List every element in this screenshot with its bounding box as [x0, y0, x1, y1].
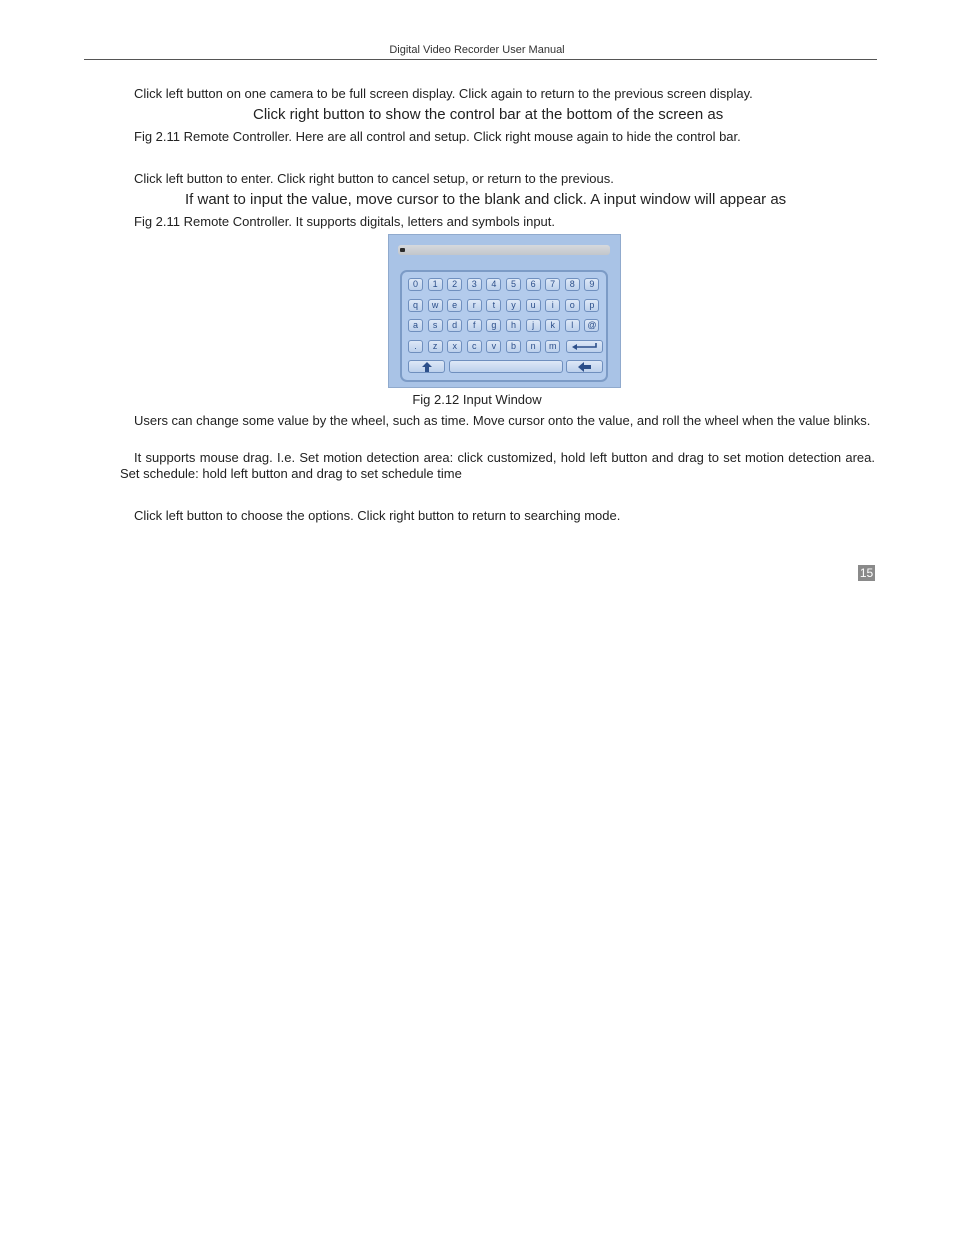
- key-a[interactable]: a: [408, 319, 423, 332]
- paragraph-input-window: If want to input the value, move cursor to the blank and click. A input window will appear as: [185, 191, 787, 208]
- left-arrow-icon: [578, 362, 592, 372]
- figure-caption: Fig 2.12 Input Window: [412, 392, 542, 407]
- key-8[interactable]: 8: [565, 278, 580, 291]
- key-q[interactable]: q: [408, 299, 423, 312]
- paragraph-options: Click left button to choose the options. Click right button to return to searching mode.: [134, 508, 621, 523]
- key-5[interactable]: 5: [506, 278, 521, 291]
- key-y[interactable]: y: [506, 299, 521, 312]
- key-n[interactable]: n: [526, 340, 541, 353]
- key-f[interactable]: f: [467, 319, 482, 332]
- enter-key[interactable]: [566, 340, 603, 353]
- key-l[interactable]: l: [565, 319, 580, 332]
- header-title: Digital Video Recorder User Manual: [389, 44, 565, 56]
- key-s[interactable]: s: [428, 319, 443, 332]
- paragraph-mouse-drag: It supports mouse drag. I.e. Set motion detection area: click customized, hold left button and drag to set motion detection area. Set schedule: hold left button and drag to set schedule time: [120, 450, 875, 481]
- key-p[interactable]: p: [584, 299, 599, 312]
- key-b[interactable]: b: [506, 340, 521, 353]
- key-c[interactable]: c: [467, 340, 482, 353]
- enter-arrow-icon: [571, 342, 599, 351]
- input-text-field[interactable]: [398, 245, 610, 255]
- key-2[interactable]: 2: [447, 278, 462, 291]
- key-z[interactable]: z: [428, 340, 443, 353]
- key-o[interactable]: o: [565, 299, 580, 312]
- key-g[interactable]: g: [486, 319, 501, 332]
- key-3[interactable]: 3: [467, 278, 482, 291]
- space-key[interactable]: [449, 360, 563, 373]
- paragraph-enter-cancel: Click left button to enter. Click right button to cancel setup, or return to the previous.: [134, 171, 614, 186]
- key-dot[interactable]: .: [408, 340, 423, 353]
- key-9[interactable]: 9: [584, 278, 599, 291]
- key-u[interactable]: u: [526, 299, 541, 312]
- input-window-figure: [388, 234, 621, 388]
- up-arrow-icon: [421, 362, 433, 372]
- key-d[interactable]: d: [447, 319, 462, 332]
- paragraph-wheel: Users can change some value by the wheel, such as time. Move cursor onto the value, and roll the wheel when the value blinks.: [134, 413, 871, 428]
- key-i[interactable]: i: [545, 299, 560, 312]
- key-m[interactable]: m: [545, 340, 560, 353]
- key-t[interactable]: t: [486, 299, 501, 312]
- key-h[interactable]: h: [506, 319, 521, 332]
- key-0[interactable]: 0: [408, 278, 423, 291]
- paragraph-control-bar-cont: Fig 2.11 Remote Controller. Here are all control and setup. Click right mouse again to hide the control bar.: [134, 129, 741, 144]
- key-e[interactable]: e: [447, 299, 462, 312]
- paragraph-full-screen: Click left button on one camera to be full screen display. Click again to return to the previous screen display.: [134, 86, 753, 101]
- shift-key[interactable]: [408, 360, 445, 373]
- page-number: 15: [859, 566, 874, 580]
- key-x[interactable]: x: [447, 340, 462, 353]
- virtual-keyboard: [400, 270, 608, 382]
- key-7[interactable]: 7: [545, 278, 560, 291]
- header-divider: [84, 59, 877, 60]
- text-cursor: [400, 248, 405, 252]
- key-6[interactable]: 6: [526, 278, 541, 291]
- key-1[interactable]: 1: [428, 278, 443, 291]
- key-j[interactable]: j: [526, 319, 541, 332]
- key-at[interactable]: @: [584, 319, 599, 332]
- backspace-key[interactable]: [566, 360, 603, 373]
- key-w[interactable]: w: [428, 299, 443, 312]
- paragraph-input-window-cont: Fig 2.11 Remote Controller. It supports digitals, letters and symbols input.: [134, 214, 556, 229]
- paragraph-control-bar: Click right button to show the control bar at the bottom of the screen as: [253, 106, 724, 123]
- key-v[interactable]: v: [486, 340, 501, 353]
- key-k[interactable]: k: [545, 319, 560, 332]
- key-4[interactable]: 4: [486, 278, 501, 291]
- key-r[interactable]: r: [467, 299, 482, 312]
